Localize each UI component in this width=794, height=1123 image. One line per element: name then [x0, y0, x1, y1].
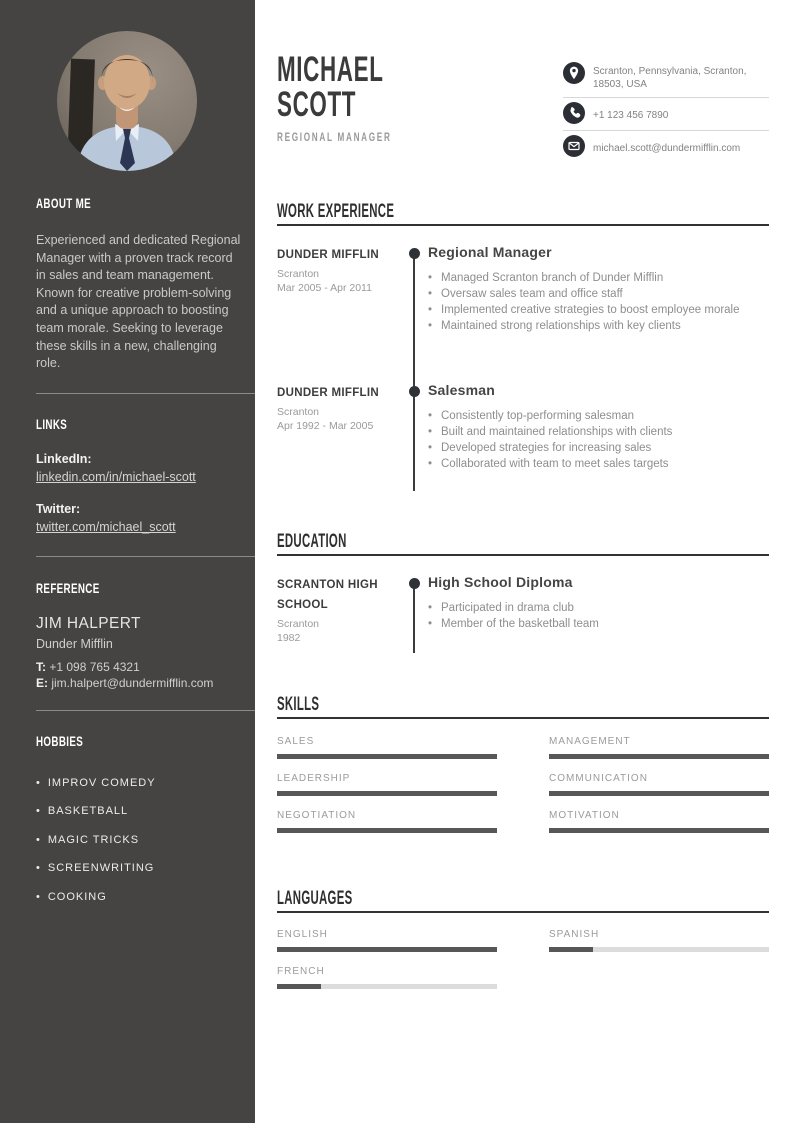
job-location: Scranton: [277, 406, 320, 418]
education-section: [277, 574, 769, 669]
job-company: DUNDER MIFFLIN: [277, 249, 379, 261]
email-value: jim.halpert@dundermifflin.com: [51, 675, 214, 690]
job-dates: Apr 1992 - Mar 2005: [277, 420, 374, 432]
job-bullet: • Built and maintained relationships with clients: [428, 425, 769, 441]
language-label: SPANISH: [549, 929, 600, 940]
job-entry: [277, 244, 769, 335]
reference-phone: [36, 660, 243, 674]
degree-title: High School Diploma: [428, 574, 573, 590]
skill-bar: [277, 828, 497, 833]
skill-label: COMMUNICATION: [549, 773, 648, 784]
job-location: Scranton: [277, 268, 320, 280]
skill-label: MANAGEMENT: [549, 736, 631, 747]
skill-item: [549, 810, 769, 833]
person-job-title: REGIONAL MANAGER: [277, 130, 392, 144]
hobby-item: • SCREENWRITING: [36, 862, 243, 874]
sidebar-divider: [36, 393, 255, 394]
school-name: SCRANTON HIGH SCHOOL: [277, 579, 378, 611]
contact-block: [563, 58, 769, 163]
hobbies-section: [36, 734, 243, 903]
location-icon: [563, 62, 585, 84]
skills-heading: SKILLS: [277, 695, 769, 719]
hobby-item: • MAGIC TRICKS: [36, 834, 243, 846]
sidebar: [0, 0, 255, 1123]
job-bullet: • Oversaw sales team and office staff: [428, 287, 769, 303]
education-entry: [277, 574, 769, 644]
reference-name: JIM HALPERT: [36, 614, 141, 632]
skill-bar: [549, 828, 769, 833]
language-item: [549, 929, 769, 952]
work-experience-section: [277, 244, 769, 494]
skill-item: [277, 773, 497, 796]
email-icon: [563, 135, 585, 157]
school-location: Scranton: [277, 618, 320, 630]
skill-bar: [277, 754, 497, 759]
work-experience-heading: WORK EXPERIENCE: [277, 202, 769, 226]
main-content: [277, 0, 769, 1123]
job-bullet: • Implemented creative strategies to boost employee morale: [428, 303, 769, 319]
language-bar: [277, 947, 497, 952]
skill-item: [549, 736, 769, 759]
hobby-list: [36, 777, 243, 903]
job-bullet: • Maintained strong relationships with key clients: [428, 319, 769, 335]
link-item-twitter: [36, 502, 243, 536]
link-item-linkedin: [36, 452, 243, 486]
skill-bar: [277, 791, 497, 796]
email-text: michael.scott@dundermifflin.com: [593, 143, 741, 154]
linkedin-link[interactable]: linkedin.com/in/michael-scott: [36, 469, 196, 484]
job-bullet: • Collaborated with team to meet sales targets: [428, 457, 769, 473]
phone-value: +1 098 765 4321: [49, 659, 140, 674]
education-heading: EDUCATION: [277, 532, 769, 556]
reference-heading: REFERENCE: [36, 579, 100, 596]
language-label: FRENCH: [277, 966, 325, 977]
language-item: [277, 929, 497, 952]
job-bullets: [428, 271, 769, 335]
skill-item: [277, 810, 497, 833]
job-title: Regional Manager: [428, 244, 552, 260]
skill-label: MOTIVATION: [549, 810, 620, 821]
profile-photo: [57, 31, 197, 171]
education-bullet: • Participated in drama club: [428, 601, 769, 617]
job-bullet: • Consistently top-performing salesman: [428, 409, 769, 425]
phone-icon: [563, 102, 585, 124]
job-bullet: • Managed Scranton branch of Dunder Mifflin: [428, 271, 769, 287]
language-bar: [549, 947, 769, 952]
sidebar-divider: [36, 710, 255, 711]
links-section: [36, 417, 243, 536]
skill-bar: [549, 791, 769, 796]
twitter-link[interactable]: twitter.com/michael_scott: [36, 519, 176, 534]
sidebar-divider: [36, 556, 255, 557]
languages-heading: LANGUAGES: [277, 889, 769, 913]
hobby-item: • COOKING: [36, 891, 243, 903]
contact-phone-row: [563, 98, 769, 131]
last-name: SCOTT: [277, 85, 357, 124]
timeline-dot: [409, 386, 420, 397]
language-item: [277, 966, 497, 989]
skill-label: LEADERSHIP: [277, 773, 351, 784]
hobby-item: • IMPROV COMEDY: [36, 777, 243, 789]
job-bullets: [428, 409, 769, 473]
reference-company: Dunder Mifflin: [36, 636, 113, 651]
links-heading: LINKS: [36, 415, 68, 432]
location-text: Scranton, Pennsylvania, Scranton, 18503, USA: [593, 66, 747, 90]
header-name-block: [277, 52, 445, 144]
timeline-dot: [409, 578, 420, 589]
portrait-image: [57, 31, 197, 171]
skill-label: SALES: [277, 736, 315, 747]
language-label: ENGLISH: [277, 929, 328, 940]
skill-bar: [549, 754, 769, 759]
skill-label: NEGOTIATION: [277, 810, 357, 821]
education-bullet: • Member of the basketball team: [428, 617, 769, 633]
about-text: Experienced and dedicated Regional Manager with a proven track record in sales and team management. Known for creative problem-solving and a unique approach to boosting team morale. Seeking to leverage these skills in a new, challenging role.: [36, 233, 241, 371]
job-title: Salesman: [428, 382, 495, 398]
school-year: 1982: [277, 632, 301, 644]
hobbies-heading: HOBBIES: [36, 732, 84, 749]
job-entry: [277, 382, 769, 473]
skill-item: [277, 736, 497, 759]
first-name: MICHAEL: [277, 50, 384, 89]
job-company: DUNDER MIFFLIN: [277, 387, 379, 399]
education-bullets: [428, 601, 769, 633]
reference-email: [36, 676, 243, 690]
skills-grid: [277, 736, 769, 833]
skill-item: [549, 773, 769, 796]
email-label: E:: [36, 675, 48, 690]
reference-section: [36, 581, 243, 690]
contact-email-row: [563, 131, 769, 163]
languages-grid: [277, 929, 769, 989]
phone-text: +1 123 456 7890: [593, 110, 669, 121]
about-section: [36, 196, 243, 373]
about-heading: ABOUT ME: [36, 195, 92, 211]
contact-location-row: [563, 58, 769, 98]
job-bullet: • Developed strategies for increasing sales: [428, 441, 769, 457]
timeline-dot: [409, 248, 420, 259]
language-bar: [277, 984, 497, 989]
job-dates: Mar 2005 - Apr 2011: [277, 282, 372, 294]
link-label: LinkedIn:: [36, 451, 92, 466]
hobby-item: • BASKETBALL: [36, 805, 243, 817]
link-label: Twitter:: [36, 501, 81, 516]
phone-label: T:: [36, 659, 46, 674]
